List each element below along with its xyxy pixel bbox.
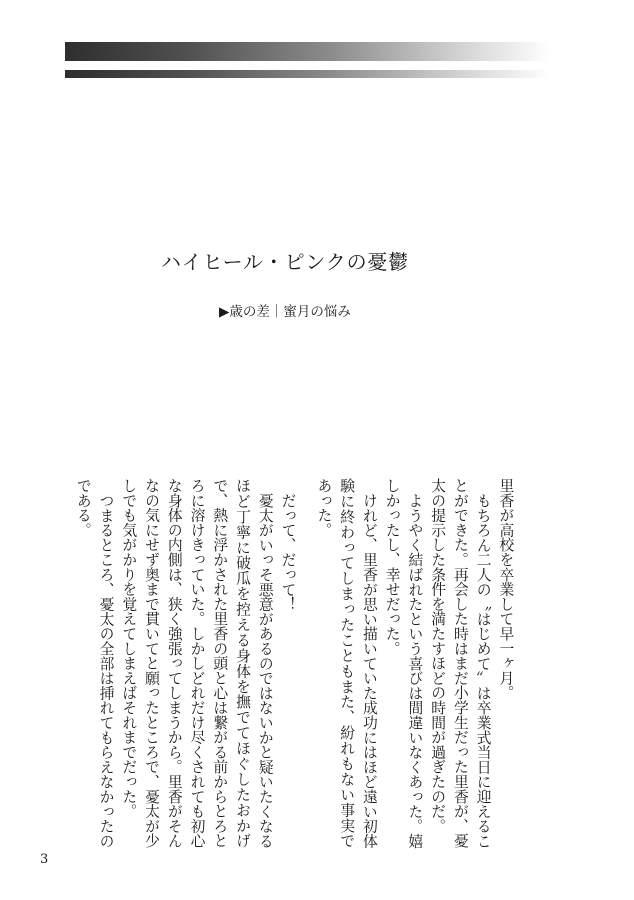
- body-section: [71, 478, 299, 848]
- text-column: な身体の内側は、狭く強張ってしまうから。里香がそん: [165, 478, 183, 848]
- text-column: しかったし、幸せだった。: [383, 478, 401, 656]
- text-column: 里香が高校を卒業して早一ヶ月。: [497, 478, 515, 700]
- text-column: けれど、里香が思い描いていた成功にはほど遠い初体: [360, 492, 378, 848]
- header-bar-thick: [65, 42, 550, 61]
- header-bar-thin: [65, 70, 550, 78]
- body-text: [71, 478, 516, 848]
- text-column: あった。: [315, 478, 333, 538]
- chapter-subtitle: ▶歳の差｜蜜月の悩み: [219, 304, 351, 320]
- text-column: つまるところ、憂太の全部は挿れてもらえなかったの: [97, 492, 115, 848]
- text-column: とができた。再会した時はまだ小学生だった里香が、憂: [451, 478, 469, 848]
- text-column: だって、だって！: [279, 492, 297, 612]
- body-section: [312, 478, 517, 848]
- text-column: である。: [74, 478, 92, 538]
- text-column: で、熱に浮かされた里香の頭と心は繋がる前からとろと: [211, 478, 229, 848]
- text-column: もちろん二人の〝はじめて〟は卒業式当日に迎えるこ: [474, 492, 492, 848]
- text-column: 太の提示した条件を満たすほどの時間が過ぎたのだ。: [429, 478, 447, 834]
- page-number: 3: [40, 852, 49, 867]
- text-column: 憂太がいっそ悪意があるのではないかと疑いたくなる: [256, 492, 274, 848]
- chapter-title: ハイヒール・ピンクの憂鬱: [161, 250, 409, 274]
- text-column: ろに溶けきっていた。しかしどれだけ尽くされても初心: [188, 478, 206, 848]
- text-column: なの気にせず奥まで貫いてと願ったところで、憂太が少: [142, 478, 160, 848]
- text-column: ほど丁寧に破瓜を控える身体を撫でてほぐしたおかげ: [233, 478, 251, 848]
- text-column: ようやく結ばれたという喜びは間違いなくあった。嬉: [406, 492, 424, 848]
- text-column: しでも気がかりを覚えてしまえばそれまでだった。: [120, 478, 138, 819]
- text-column: 験に終わってしまったこともまた、紛れもない事実で: [338, 478, 356, 848]
